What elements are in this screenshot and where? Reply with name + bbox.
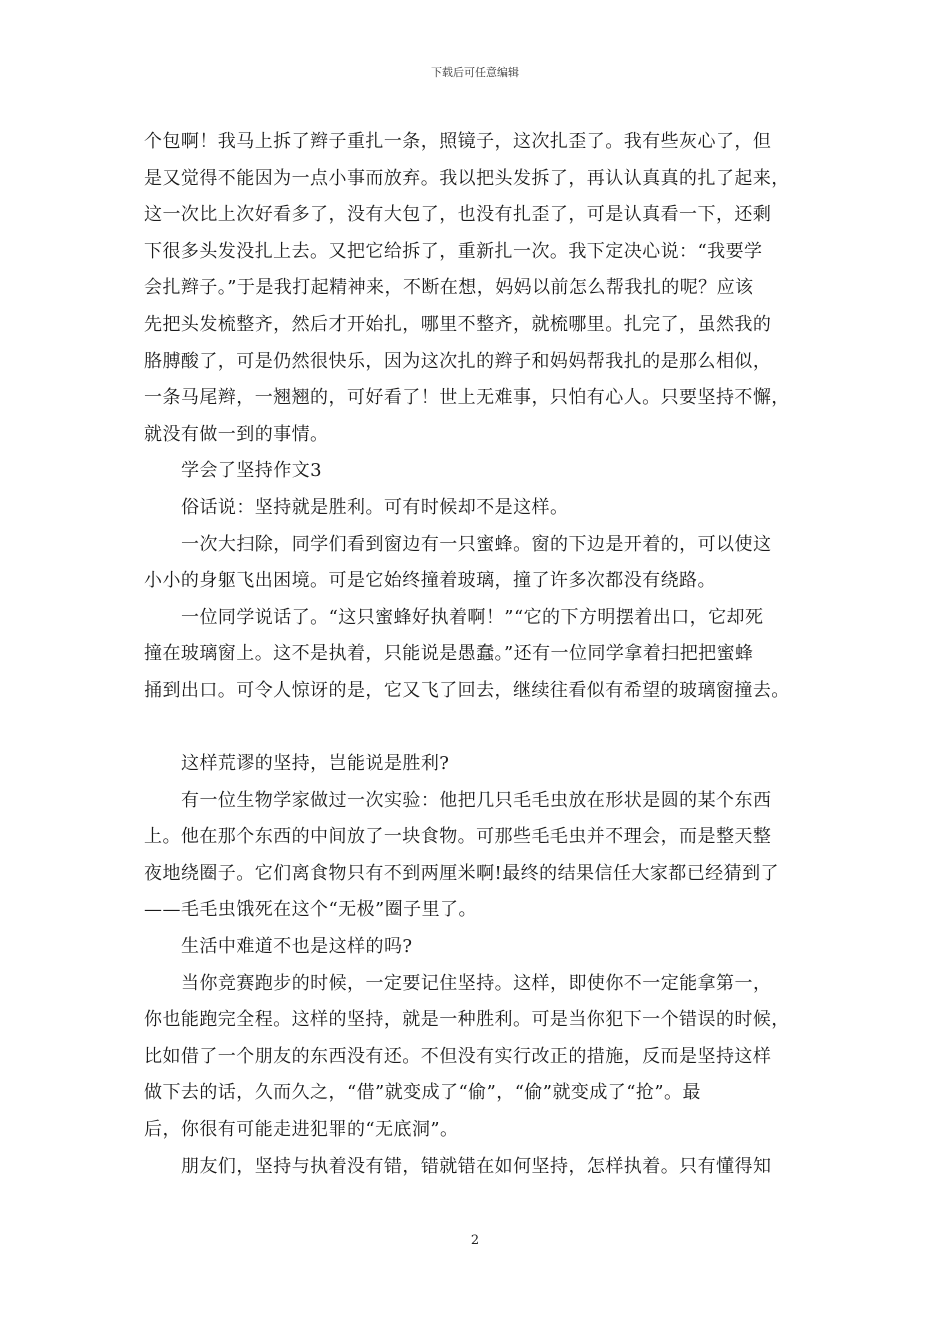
- blank-line: [144, 710, 820, 747]
- paragraph-line: 当你竞赛跑步的时候，一定要记住坚持。这样，即使你不一定能拿第一，: [181, 972, 772, 994]
- paragraph-line: 个包啊！我马上拆了辫子重扎一条，照镜子，这次扎歪了。我有些灰心了，但: [144, 131, 772, 152]
- section-heading: 学会了坚持作文3: [181, 460, 323, 482]
- paragraph-line: 下很多头发没扎上去。又把它给拆了，重新扎一次。我下定决心说：“我要学: [144, 240, 763, 262]
- paragraph-line: 一条马尾辫，一翘翘的，可好看了！世上无难事，只怕有心人。只要坚持不懈，: [144, 387, 790, 409]
- paragraph-line: 后，你很有可能走进犯罪的“无底洞”。: [144, 1119, 459, 1141]
- paragraph-line: 会扎辫子。”于是我打起精神来，不断在想，妈妈以前怎么帮我扎的呢？应该: [144, 277, 754, 299]
- paragraph-line: 做下去的话，久而久之，“借”就变成了“偷”，“偷”就变成了“抢”。最: [144, 1082, 701, 1104]
- paragraph-line: 一位同学说话了。“这只蜜蜂好执着啊！”“它的下方明摆着出口，它却死: [181, 606, 764, 628]
- document-body: [144, 124, 820, 1185]
- paragraph-line: 捅到出口。可令人惊讶的是，它又飞了回去，继续往看似有希望的玻璃窗撞去。: [144, 679, 790, 701]
- paragraph-line: 是又觉得不能因为一点小事而放弃。我以把头发拆了，再认认真真的扎了起来，: [144, 167, 790, 189]
- paragraph-line: 有一位生物学家做过一次实验：他把几只毛毛虫放在形状是圆的某个东西: [181, 789, 772, 811]
- paragraph-line: 胳膊酸了，可是仍然很快乐，因为这次扎的辫子和妈妈帮我扎的是那么相似，: [144, 350, 772, 372]
- paragraph-line: ——毛毛虫饿死在这个“无极”圈子里了。: [144, 899, 477, 921]
- paragraph-line: 小小的身躯飞出困境。可是它始终撞着玻璃，撞了许多次都没有绕路。: [144, 570, 716, 592]
- paragraph-line: 夜地绕圈子。它们离食物只有不到两厘米啊!最终的结果信任大家都已经猜到了: [144, 862, 779, 884]
- paragraph-line: 你也能跑完全程。这样的坚持，就是一种胜利。可是当你犯下一个错误的时候，: [144, 1009, 790, 1031]
- paragraph-line: 这一次比上次好看多了，没有大包了，也没有扎歪了，可是认真看一下，还剩: [144, 204, 772, 226]
- paragraph-line: 撞在玻璃窗上。这不是执着，只能说是愚蠢。”还有一位同学拿着扫把把蜜蜂: [144, 643, 754, 665]
- paragraph-line: 上。他在那个东西的中间放了一块食物。可那些毛毛虫并不理会，而是整天整: [144, 826, 772, 848]
- page-header: 下载后可任意编辑: [431, 66, 519, 79]
- paragraph-line: 俗话说：坚持就是胜利。可有时候却不是这样。: [181, 496, 569, 518]
- paragraph-line: 朋友们，坚持与执着没有错，错就错在如何坚持，怎样执着。只有懂得知: [181, 1155, 772, 1177]
- paragraph-line: 这样荒谬的坚持，岂能说是胜利?: [181, 753, 450, 775]
- paragraph-line: 一次大扫除，同学们看到窗边有一只蜜蜂。窗的下边是开着的，可以使这: [181, 533, 772, 555]
- paragraph-line: 生活中难道不也是这样的吗?: [181, 936, 413, 958]
- paragraph-line: 先把头发梳整齐，然后才开始扎，哪里不整齐，就梳哪里。扎完了，虽然我的: [144, 313, 772, 335]
- page-number: 2: [470, 1233, 480, 1248]
- paragraph-line: 就没有做一到的事情。: [144, 423, 329, 445]
- paragraph-line: 比如借了一个朋友的东西没有还。不但没有实行改正的措施，反而是坚持这样: [144, 1045, 772, 1067]
